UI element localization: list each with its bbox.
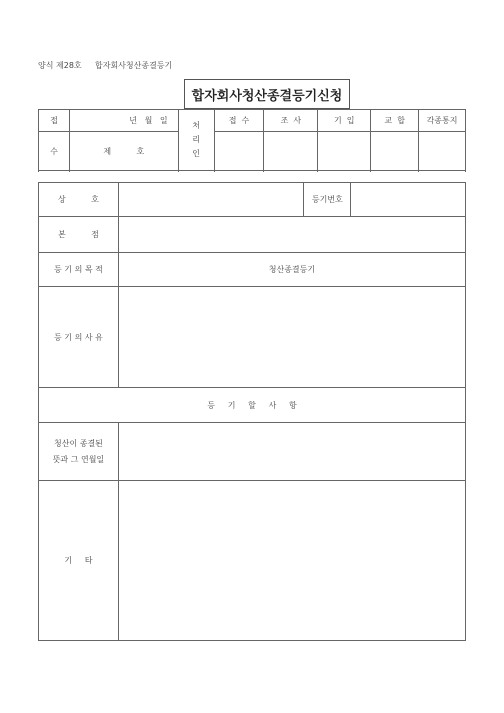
- other-label: 기 타: [39, 481, 119, 641]
- receive-label-1: 접: [39, 110, 70, 132]
- purpose-value: 청산종결등기: [118, 253, 465, 287]
- liquidation-label-1: 청산이 종결된: [53, 438, 103, 448]
- application-table: [38, 182, 466, 641]
- col-collation: 교 합: [371, 110, 419, 132]
- process-label: [178, 110, 214, 171]
- stamp-entry[interactable]: [318, 132, 371, 171]
- number-label: 제 호: [69, 132, 178, 171]
- col-receive: 접 수: [214, 110, 264, 132]
- col-investigate: 조 사: [264, 110, 318, 132]
- process-label-3: 인: [192, 149, 200, 158]
- reg-number-field[interactable]: [351, 183, 466, 217]
- stamp-receive[interactable]: [214, 132, 264, 171]
- process-label-1: 처: [192, 121, 200, 130]
- head-office-field[interactable]: [118, 217, 465, 253]
- cause-label: 등 기 의 사 유: [39, 287, 119, 388]
- liquidation-label: [39, 423, 119, 481]
- reg-number-label: 등기번호: [304, 183, 351, 217]
- col-entry: 기 입: [318, 110, 371, 132]
- col-notices: 각종통지: [419, 110, 466, 132]
- receipt-table: [38, 109, 466, 171]
- cause-field[interactable]: [118, 287, 465, 388]
- trade-name-label: 상 호: [39, 183, 119, 217]
- trade-name-field[interactable]: [118, 183, 304, 217]
- liquidation-field[interactable]: [118, 423, 465, 481]
- stamp-notices[interactable]: [419, 132, 466, 171]
- receive-label-2: 수: [39, 132, 70, 171]
- document-title: 합자회사청산종결등기신청: [184, 79, 350, 109]
- head-office-label: 본 점: [39, 217, 119, 253]
- matters-heading: 등 기 할 사 항: [39, 388, 466, 423]
- stamp-investigate[interactable]: [264, 132, 318, 171]
- form-name: 합자회사청산종결등기: [95, 61, 173, 70]
- date-label: 년 월 일: [69, 110, 178, 132]
- process-label-2: 리: [192, 135, 200, 144]
- other-field[interactable]: [118, 481, 465, 641]
- purpose-label: 등 기 의 목 적: [39, 253, 119, 287]
- liquidation-label-2: 뜻과 그 연월일: [52, 454, 105, 464]
- form-number: 양식 제28호: [38, 61, 82, 70]
- stamp-collation[interactable]: [371, 132, 419, 171]
